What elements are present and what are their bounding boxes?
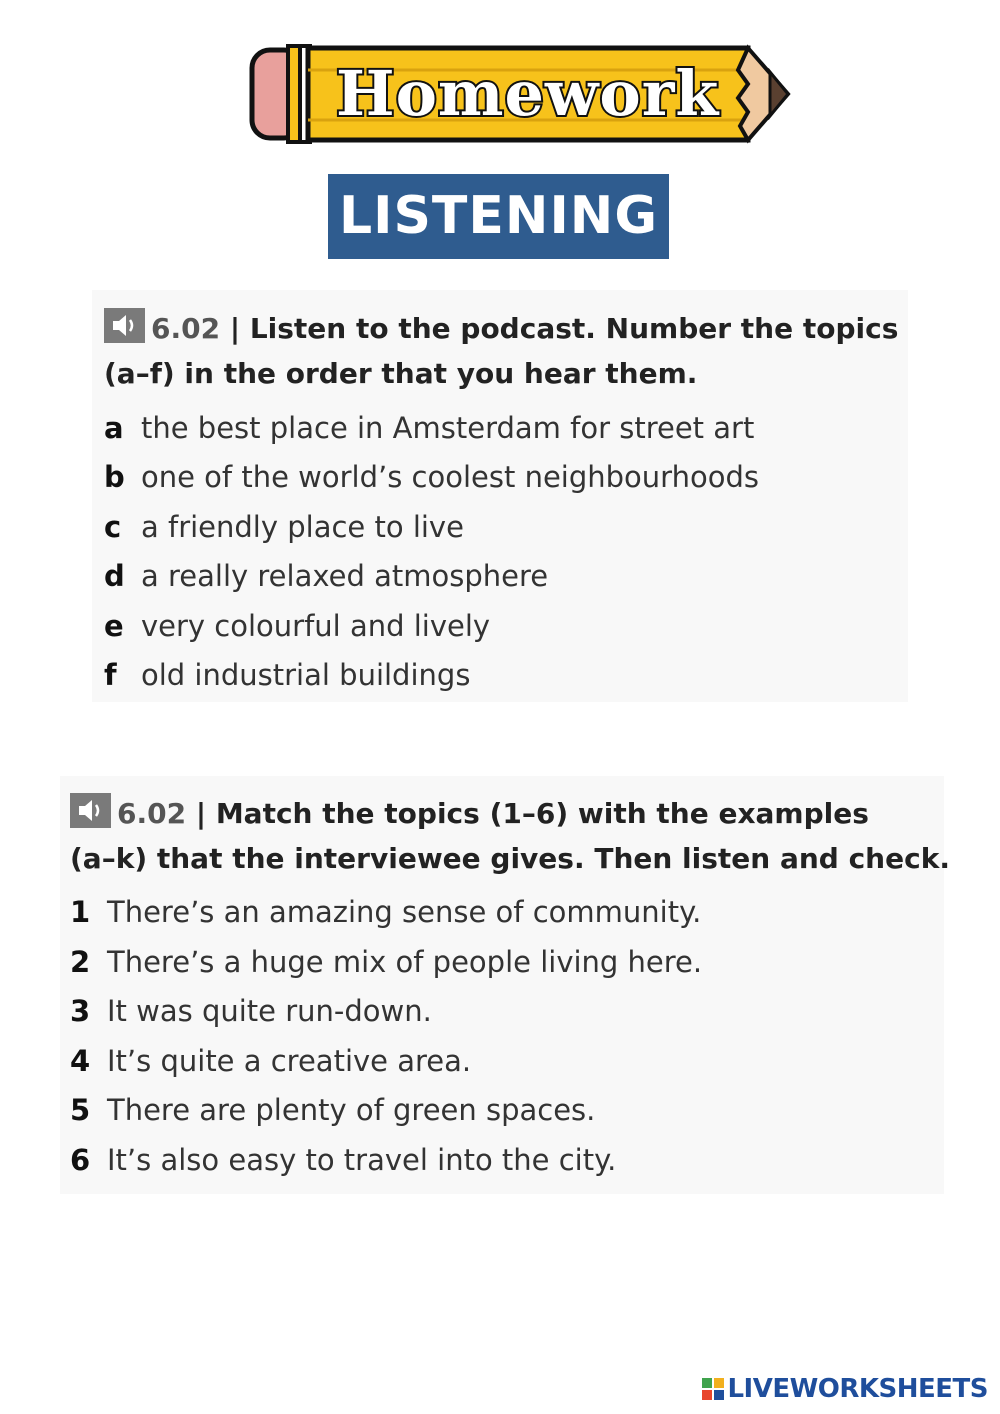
footer-brand: LIVEWORKSHEETS: [727, 1374, 988, 1404]
item-label: 4: [70, 1044, 91, 1078]
speaker-icon[interactable]: [70, 793, 111, 828]
item-text: a friendly place to live: [141, 510, 464, 544]
item-text: very colourful and lively: [141, 609, 491, 643]
liveworksheets-footer[interactable]: [702, 1372, 988, 1406]
exercise-2-prompt-text-1: | Match the topics (1–6) with the examples: [186, 797, 869, 830]
item-label: d: [104, 559, 125, 593]
item-text: the best place in Amsterdam for street art: [141, 411, 755, 445]
item-text: It was quite run-down.: [107, 994, 432, 1028]
banner-title: Homework: [336, 57, 720, 130]
item-label: 6: [70, 1143, 91, 1177]
exercise-2-prompt-line-2: (a–k) that the interviewee gives. Then listen and check.: [70, 842, 950, 875]
list-item: [70, 1090, 595, 1130]
item-text: There are plenty of green spaces.: [107, 1093, 596, 1127]
exercise-1-prompt-text-1: | Listen to the podcast. Number the topics: [220, 312, 899, 345]
item-label: 3: [70, 994, 91, 1028]
speaker-icon[interactable]: [104, 308, 145, 343]
item-label: 5: [70, 1093, 91, 1127]
item-text: one of the world’s coolest neighbourhoods: [141, 460, 759, 494]
list-item: [104, 556, 548, 596]
homework-banner: [248, 40, 793, 150]
list-item: [70, 991, 432, 1031]
item-label: b: [104, 460, 125, 494]
exercise-2-prompt-line-1: [70, 791, 869, 836]
list-item: [104, 457, 759, 497]
item-text: It’s quite a creative area.: [107, 1044, 472, 1078]
item-text: There’s an amazing sense of community.: [107, 895, 702, 929]
item-text: a really relaxed atmosphere: [141, 559, 549, 593]
list-item: [104, 507, 464, 547]
list-item: [70, 892, 701, 932]
item-label: c: [104, 510, 122, 544]
item-label: 1: [70, 895, 91, 929]
list-item: [70, 942, 702, 982]
list-item: [104, 606, 490, 646]
item-text: There’s a huge mix of people living here.: [107, 945, 703, 979]
list-item: [104, 408, 754, 448]
exercise-1-track-number: 6.02: [151, 312, 221, 345]
exercise-1-prompt-line-1: [104, 306, 898, 351]
list-item: [104, 655, 470, 695]
item-label: f: [104, 658, 117, 692]
item-label: 2: [70, 945, 91, 979]
item-label: e: [104, 609, 124, 643]
exercise-1-prompt-line-2: (a–f) in the order that you hear them.: [104, 357, 698, 390]
item-label: a: [104, 411, 124, 445]
liveworksheets-logo-icon: [702, 1378, 724, 1400]
list-item: [70, 1140, 616, 1180]
exercise-2-track-number: 6.02: [117, 797, 187, 830]
item-text: It’s also easy to travel into the city.: [107, 1143, 617, 1177]
item-text: old industrial buildings: [141, 658, 471, 692]
list-item: [70, 1041, 471, 1081]
section-title: LISTENING: [328, 174, 669, 259]
